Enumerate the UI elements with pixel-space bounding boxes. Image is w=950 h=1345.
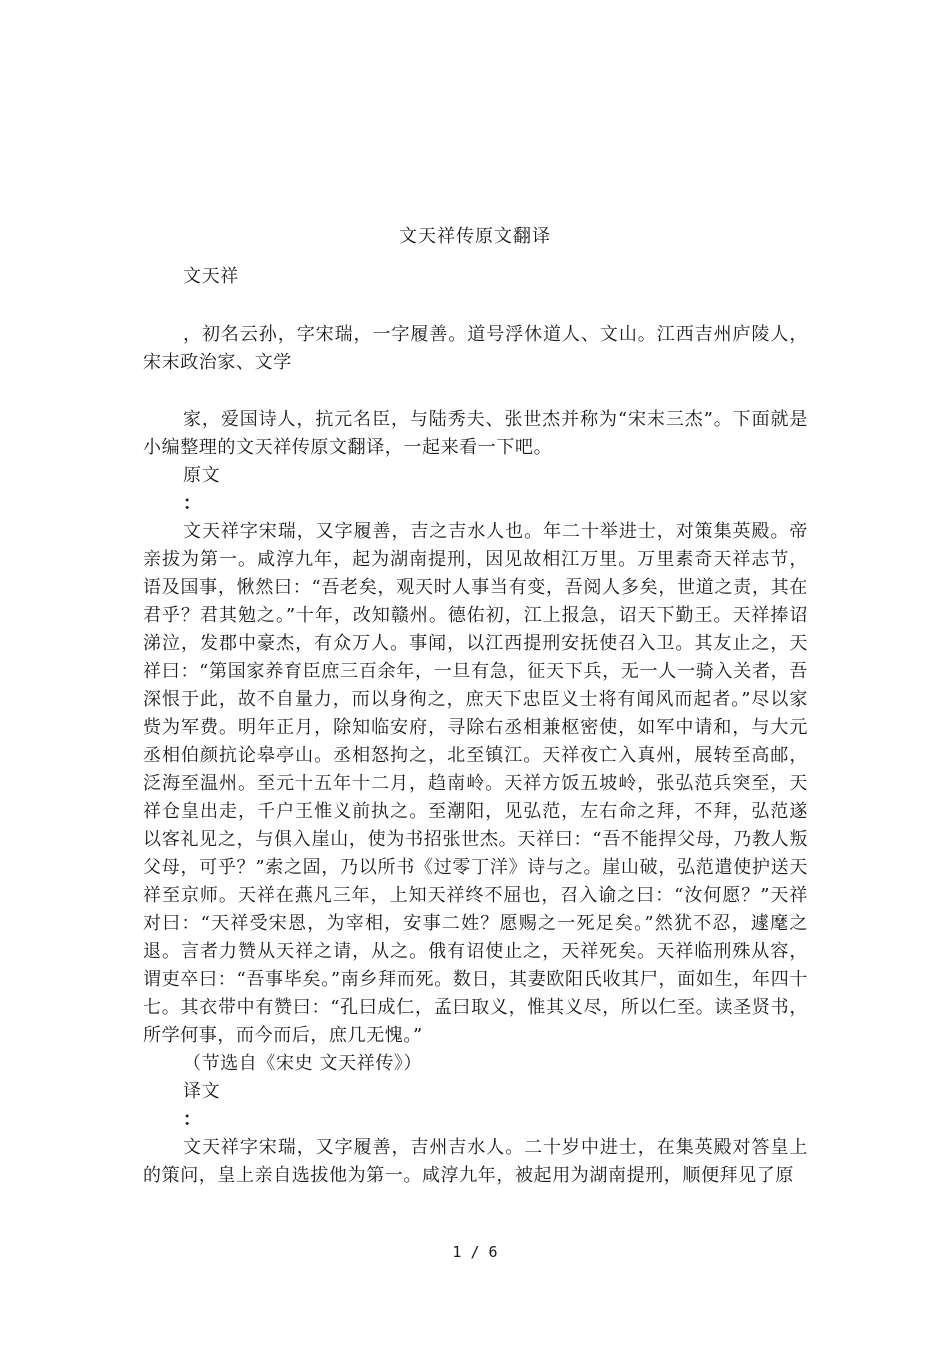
translation-colon: ：: [183, 1109, 202, 1130]
original-colon: ：: [183, 493, 202, 514]
author-section: [143, 263, 808, 291]
source-note: （节选自《宋史 文天祥传》）: [183, 1053, 423, 1074]
intro-paragraph-1: [143, 321, 808, 377]
intro-paragraph-2: [143, 406, 808, 1190]
intro-text-1: ，初名云孙，字宋瑞，一字履善。道号浮休道人、文山。江西吉州庐陵人，宋末政治家、文学: [143, 324, 808, 373]
intro-text-2: 家，爱国诗人，抗元名臣，与陆秀夫、张世杰并称为“宋末三杰”。下面就是小编整理的文天祥传原文翻译，一起来看一下吧。: [143, 409, 808, 458]
author-line: 文天祥: [183, 266, 239, 287]
page-number: 1 / 6: [452, 1243, 498, 1261]
document-title: 文天祥传原文翻译: [399, 226, 551, 247]
original-heading: 原文: [183, 465, 221, 486]
translation-heading: 译文: [183, 1081, 221, 1102]
translation-text: 文天祥字宋瑞，又字履善，吉州吉水人。二十岁中进士，在集英殿对答皇上的策问，皇上亲自选拔他为第一。咸淳九年，被起用为湖南提刑，顺便拜见了原: [143, 1137, 808, 1186]
original-text: 文天祥字宋瑞，又字履善，吉之吉水人也。年二十举进士，对策集英殿。帝亲拔为第一。咸淳九年，起为湖南提刑，因见故相江万里。万里素奇天祥志节，语及国事，愀然曰：“吾老矣，观天时人事当有变，吾阅人多矣，世道之责，其在君乎？君其勉之。”十年，改知赣州。德佑初，江上报急，诏天下勤王。天祥捧诏涕泣，发郡中豪杰，有众万人。事闻，以江西提刑安抚使召入卫。其友止之，天祥曰：“第国家养育臣庶三百余年，一旦有急，征天下兵，无一人一骑入关者，吾深恨于此，故不自量力，而以身徇之，庶天下忠臣义士将有闻风而起者。”尽以家赀为军费。明年正月，除知临安府，寻除右丞相兼枢密使，如军中请和，与大元丞相伯颜抗论皋亭山。丞相怒拘之，北至镇江。天祥夜亡入真州，展转至高邮，泛海至温州。至元十五年十二月，趋南岭。天祥方饭五坡岭，张弘范兵突至，天祥仓皇出走，千户王惟义前执之。至潮阳，见弘范，左右命之拜，不拜，弘范遂以客礼见之，与俱入崖山，使为书招张世杰。天祥曰：“吾不能捍父母，乃教人叛父母，可乎？”索之固，乃以所书《过零丁洋》诗与之。崖山破，弘范遣使护送天祥至京师。天祥在燕凡三年，上知天祥终不屈也，召入谕之曰：“汝何愿？”天祥对曰：“天祥受宋恩，为宰相，安事二姓？愿赐之一死足矣。”然犹不忍，遽麾之退。言者力赞从天祥之请，从之。俄有诏使止之，天祥死矣。天祥临刑殊从容，谓吏卒曰：“吾事毕矣。”南乡拜而死。数日，其妻欧阳氏收其尸，面如生，年四十七。其衣带中有赞曰：“孔曰成仁，孟曰取义，惟其义尽，所以仁至。读圣贤书，所学何事，而今而后，庶几无愧。”: [143, 521, 808, 1046]
